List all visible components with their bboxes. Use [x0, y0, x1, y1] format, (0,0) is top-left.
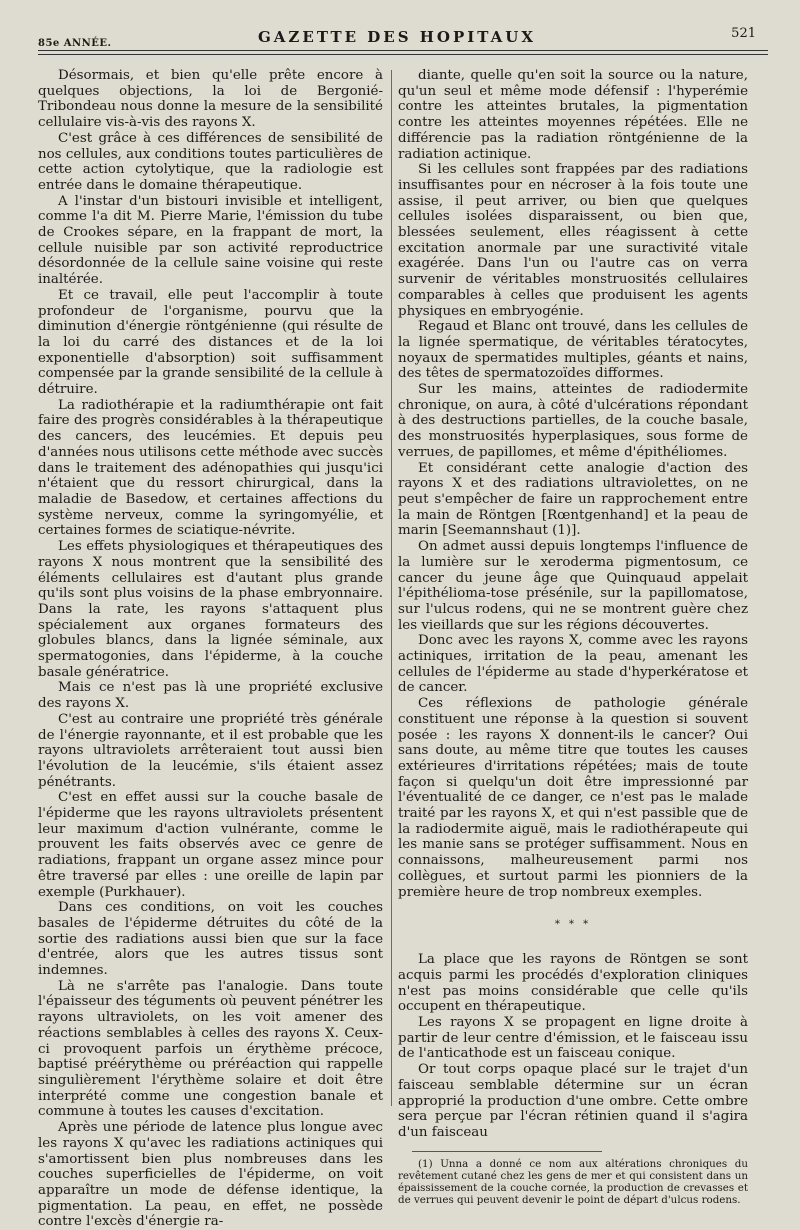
paragraph: Et considérant cette analogie d'action des rayons X et des radiations ultraviolettes, on ne peut s'empêcher de faire un rapprochement entre la main de Röntgen [Rœntgenhand] et la peau de marin [Seemannshaut (1)]. — [398, 460, 748, 539]
paragraph: Là ne s'arrête pas l'analogie. Dans toute l'épaisseur des téguments où peuvent pénétrer les rayons ultraviolets, on les voit amener des réactions semblables à celles des rayons X. Ceux-ci provoquent parfois un érythème précoce, baptisé préérythème ou préréaction qui rappelle singulièrement l'érythème solaire et doit être interprété comme une congestion banale et commune à toutes les causes d'excitation. — [38, 978, 383, 1120]
volume-year: 85e ANNÉE. — [38, 38, 112, 49]
paragraph: Dans ces conditions, on voit les couches basales de l'épiderme détruites du côté de la sortie des radiations aussi bien que sur la face d'entrée, alors que les autres tissus sont indemnes. — [38, 900, 383, 979]
paragraph: La radiothérapie et la radiumthérapie ont fait faire des progrès considérables à la thérapeutique des cancers, des leucémies. Et depuis peu d'années nous utilisons cette méthode avec succès dans le traitement des adénopathies qui jusqu'ici n'étaient que du ressort chirurgical, dans la maladie de Basedow, et certaines affections du système nerveux, comme la syringomyélie, et certaines formes de sciatique-névrite. — [38, 397, 383, 539]
paragraph: diante, quelle qu'en soit la source ou la nature, qu'un seul et même mode défensif : l'hyperémie contre les atteintes brutales, la pigmentation contre les atteintes moyennes répétées. Elle ne différencie pas la radiation röntgénienne de la radiation actinique. — [398, 68, 748, 162]
paragraph: Or tout corps opaque placé sur le trajet d'un faisceau semblable détermine sur un écran approprié la production d'une ombre. Cette ombre sera perçue par l'écran rétinien quand il s'agira d'un faisceau — [398, 1062, 748, 1140]
paragraph: Les rayons X se propagent en ligne droite à partir de leur centre d'émission, et le faisceau issu de l'anticathode est un faisceau conique. — [398, 1015, 748, 1062]
page-number: 521 — [731, 26, 756, 41]
right-column — [398, 68, 748, 1206]
footnote-rule — [412, 1151, 602, 1152]
paragraph: C'est en effet aussi sur la couche basale de l'épiderme que les rayons ultraviolets présentent leur maximum d'action vulnérante, comme le prouvent les faits observés avec ce genre de radiations, frappant un organe assez mince pour être traversé par elles : une oreille de lapin par exemple (Purkhauer). — [38, 790, 383, 900]
paragraph: Ces réflexions de pathologie générale constituent une réponse à la question si souvent posée : les rayons X donnent-ils le cancer? Oui sans doute, au même titre que toutes les causes extérieures d'irritations répétées; mais de toute façon si quelqu'un doit être impressionné par l'éventualité de ce danger, ce n'est pas le malade traité par les rayons X, et qui n'est passible que de la radiodermite aiguë, mais le radiothérapeute qui les manie sans se protéger suffisamment. Nous en connaissons, malheureusement parmi nos collègues, et surtout parmi les pionniers de la première heure de trop nombreux exemples. — [398, 696, 748, 900]
paragraph: C'est grâce à ces différences de sensibilité de nos cellules, aux conditions toutes particulières de cette action cytolytique, que la radiologie est entrée dans le domaine thérapeutique. — [38, 130, 383, 193]
paragraph: Désormais, et bien qu'elle prête encore à quelques objections, la loi de Bergonié-Tribondeau nous donne la mesure de la sensibilité cellulaire vis-à-vis des rayons X. — [38, 68, 383, 131]
paragraph: Si les cellules sont frappées par des radiations insuffisantes pour en nécroser à la fois toute une assise, il peut arriver, ou bien que quelques cellules isolées disparaissent, ou bien que, blessées seulement, elles réagissent à cette excitation anormale par une suractivité vitale exagérée. Dans l'un ou l'autre cas on verra survenir de véritables monstruosités cellulaires comparables à celles que produisent les agents physiques en embryogénie. — [398, 162, 748, 319]
paragraph: Et ce travail, elle peut l'accomplir à toute profondeur de l'organisme, pourvu que la diminution d'énergie röntgénienne (qui résulte de la loi du carré des distances et de la loi exponentielle d'absorption) soit suffisamment compensée par la grande sensibilité de la cellule à détruire. — [38, 287, 383, 398]
column-divider — [391, 70, 392, 1106]
paragraph: Mais ce n'est pas là une propriété exclusive des rayons X. — [38, 680, 383, 712]
paragraph: On admet aussi depuis longtemps l'influence de la lumière sur le xeroderma pigmentosum, ce cancer du jeune âge que Quinquaud appelait l'épithélioma-tose présénile, sur la papillomatose, sur l'ulcus rodens, qui ne se montrent guère chez les vieillards que sur les régions découvertes. — [398, 539, 748, 633]
paragraph: Après une période de latence plus longue avec les rayons X qu'avec les radiations actiniques qui s'amortissent bien plus nombreuses dans les couches superficielles de l'épiderme, on voit apparaître un mode de défense identique, la pigmentation. La peau, en effet, ne possède contre l'excès d'énergie ra- — [38, 1120, 383, 1230]
section-separator: * * * — [554, 919, 592, 931]
header-rule-bottom — [38, 54, 768, 55]
paragraph: A l'instar d'un bistouri invisible et intelligent, comme l'a dit M. Pierre Marie, l'émission du tube de Crookes sépare, en la frappant de mort, la cellule nuisible par son activité reproductrice désordonnée de la cellule saine voisine qui reste inaltérée. — [38, 193, 383, 288]
footnote: (1) Unna a donné ce nom aux altérations chroniques du revêtement cutané chez les gens de mer et qui consistent dans un épaississement de la couche cornée, la production de crevasses et de verrues qui peuvent devenir le point de départ d'ulcus rodens. — [398, 1157, 748, 1206]
paragraph: Donc avec les rayons X, comme avec les rayons actiniques, irritation de la peau, amenant les cellules de l'épiderme au stade d'hyperkératose et de cancer. — [398, 633, 748, 696]
paragraph: C'est au contraire une propriété très générale de l'énergie rayonnante, et il est probable que les rayons ultraviolets arrêteraient tout aussi bien l'évolution de la leucémie, s'ils étaient assez pénétrants. — [38, 711, 383, 790]
journal-title: GAZETTE DES HOPITAUX — [257, 28, 536, 46]
page-header — [38, 18, 756, 48]
paragraph: La place que les rayons de Röntgen se sont acquis parmi les procédés d'exploration cliniques n'est pas moins considérable que celle qu'ils occupent en thérapeutique. — [398, 952, 748, 1015]
header-rule-top — [38, 50, 768, 51]
paragraph: Les effets physiologiques et thérapeutiques des rayons X nous montrent que la sensibilité des éléments cellulaires est d'autant plus grande qu'ils sont plus voisins de la phase embryonnaire. Dans la rate, les rayons s'attaquent plus spécialement aux organes formateurs des globules blancs, dans la lignée séminale, aux spermatogonies, dans l'épiderme, à la couche basale génératrice. — [38, 539, 383, 680]
paragraph: Regaud et Blanc ont trouvé, dans les cellules de la lignée spermatique, de véritables tératocytes, noyaux de spermatides multiples, géants et nains, des têtes de spermatozoïdes difformes. — [398, 319, 748, 382]
left-column — [38, 68, 383, 1230]
paragraph: Sur les mains, atteintes de radiodermite chronique, on aura, à côté d'ulcérations répondant à des destructions partielles, de la couche basale, des monstruosités hyperplasiques, sous forme de verrues, de papillomes, et même d'épithéliomes. — [398, 382, 748, 460]
